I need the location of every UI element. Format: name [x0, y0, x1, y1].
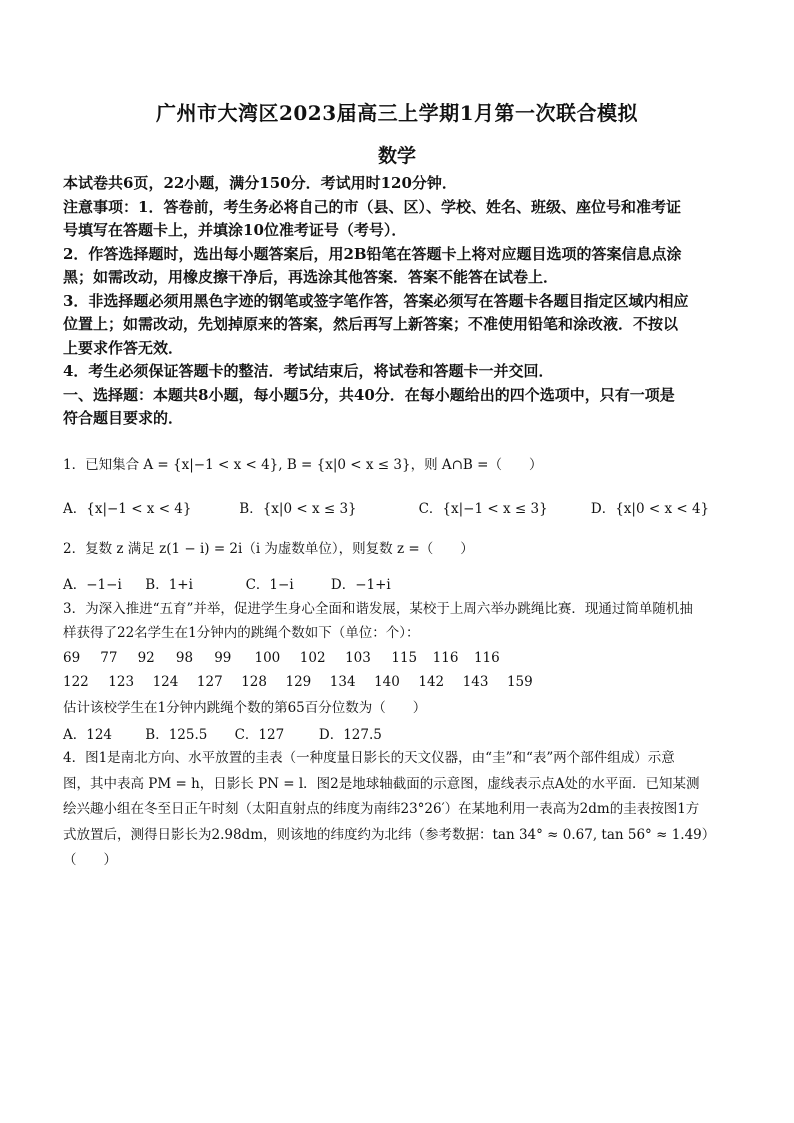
question-text: 式放置后，测得日影长为2.98dm，则该地的纬度约为北纬（参考数据：tan 34° ≈ 0.67, tan 56° ≈ 1.49） [63, 826, 716, 843]
notes-line: 2．作答选择题时，选出每小题答案后，用2B铅笔在答题卡上将对应题目选项的答案信息点涂 [63, 244, 682, 263]
option-d: D．{x|0 < x < 4} [590, 501, 710, 517]
option-b: B．125.5 [145, 727, 208, 743]
section-heading: 一、选择题：本题共8小题，每小题5分，共40分．在每小题给出的四个选项中，只有一项是 [63, 385, 675, 404]
data-row-2 [63, 674, 533, 690]
option-d: D．127.5 [318, 727, 382, 743]
exam-notes [63, 172, 743, 431]
question-1-options [63, 497, 709, 517]
question-3-stem [63, 597, 743, 645]
notes-line: 黑；如需改动，用橡皮擦干净后，再选涂其他答案．答案不能答在试卷上． [63, 268, 559, 286]
question-4-stem [63, 746, 743, 874]
question-text: 1．已知集合 A = {x|−1 < x < 4}, B = {x|0 < x ≤ 3}，则 A∩B =（ ） [63, 457, 543, 473]
data-value: 99 [214, 650, 232, 666]
option-a: A．124 [63, 727, 113, 743]
notes-line: 上要求作答无效． [63, 338, 184, 357]
option-c: C．127 [234, 727, 285, 743]
question-3-ask [63, 696, 743, 720]
section-heading: 符合题目要求的． [63, 409, 184, 427]
notes-line: 号填写在答题卡上，并填涂10位准考证号（考号）． [63, 221, 407, 239]
data-value: 122 [63, 674, 89, 690]
data-value: 127 [196, 674, 223, 690]
question-text: 样获得了22名学生在1分钟内的跳绳个数如下（单位：个）： [63, 625, 420, 641]
data-value: 124 [152, 674, 179, 690]
question-3-options [63, 723, 382, 743]
option-c: C．1−i [245, 577, 294, 593]
question-text: 估计该校学生在1分钟内跳绳个数的第65百分位数为（ ） [63, 700, 427, 716]
subject-title: 数学 [377, 145, 416, 167]
question-text: 3．为深入推进“五育”并举，促进学生身心全面和谐发展，某校于上周六举办跳绳比赛．现通过简单随机抽 [63, 601, 693, 617]
data-value: 100 [254, 650, 281, 666]
data-value: 123 [108, 674, 135, 690]
question-text: 绘兴趣小组在冬至日正午时刻（太阳直射点的纬度为南纬23°26′）在某地利用一表高为2dm的圭表按图1方 [63, 801, 700, 817]
exam-title: 广州市大湾区2023届高三上学期1月第一次联合模拟 [155, 101, 639, 125]
question-text: 4．图1是南北方向、水平放置的圭表（一种度量日影长的天文仪器，由“圭”和“表”两个部件组成）示意 [63, 750, 675, 766]
data-value: 142 [418, 674, 445, 690]
data-value: 128 [241, 674, 267, 690]
data-value: 159 [506, 674, 533, 690]
notes-line: 位置上；如需改动，先划掉原来的答案，然后再写上新答案；不准使用铅笔和涂改液．不按以 [63, 315, 679, 333]
option-a: A．−1−i [63, 577, 122, 593]
data-value: 116 [473, 650, 500, 666]
data-value: 77 [100, 650, 118, 666]
question-2-options [63, 573, 391, 593]
notes-line: 注意事项：1．答卷前，考生务必将自己的市（县、区）、学校、姓名、班级、座位号和准考证 [63, 197, 681, 216]
data-value: 98 [175, 650, 194, 666]
data-value: 115 [391, 650, 418, 666]
notes-line: 本试卷共6页，22小题，满分150分．考试用时120分钟． [63, 174, 457, 192]
data-value: 143 [462, 674, 489, 690]
question-2-stem [63, 537, 743, 561]
option-a: A．{x|−1 < x < 4} [63, 501, 192, 517]
data-value: 116 [432, 650, 459, 666]
option-c: C．{x|−1 < x ≤ 3} [418, 501, 548, 517]
option-b: B．{x|0 < x ≤ 3} [239, 501, 357, 517]
data-value: 69 [63, 650, 81, 666]
question-text: 2．复数 z 满足 z(1 − i) = 2i（i 为虚数单位），则复数 z =（ ） [63, 541, 474, 557]
data-value: 92 [137, 650, 155, 666]
data-row-1 [63, 650, 500, 666]
data-value: 134 [329, 674, 356, 690]
option-b: B．1+i [145, 577, 193, 593]
option-d: D．−1+i [330, 577, 391, 593]
answer-blank: （ ） [63, 852, 117, 868]
data-value: 103 [345, 650, 371, 666]
notes-line: 4．考生必须保证答题卡的整洁．考试结束后，将试卷和答题卡一并交回． [63, 362, 554, 380]
notes-line: 3．非选择题必须用黑色字迹的钢笔或签字笔作答，答案必须写在答题卡各题目指定区域内相应 [63, 291, 689, 310]
data-value: 102 [299, 650, 326, 666]
question-1-stem [63, 453, 743, 477]
question-text: 图，其中表高 PM = h，日影长 PN = l．图2是地球轴截面的示意图，虚线表示点A处的水平面．已知某测 [63, 775, 700, 792]
data-value: 129 [285, 674, 312, 690]
data-value: 140 [374, 674, 400, 690]
